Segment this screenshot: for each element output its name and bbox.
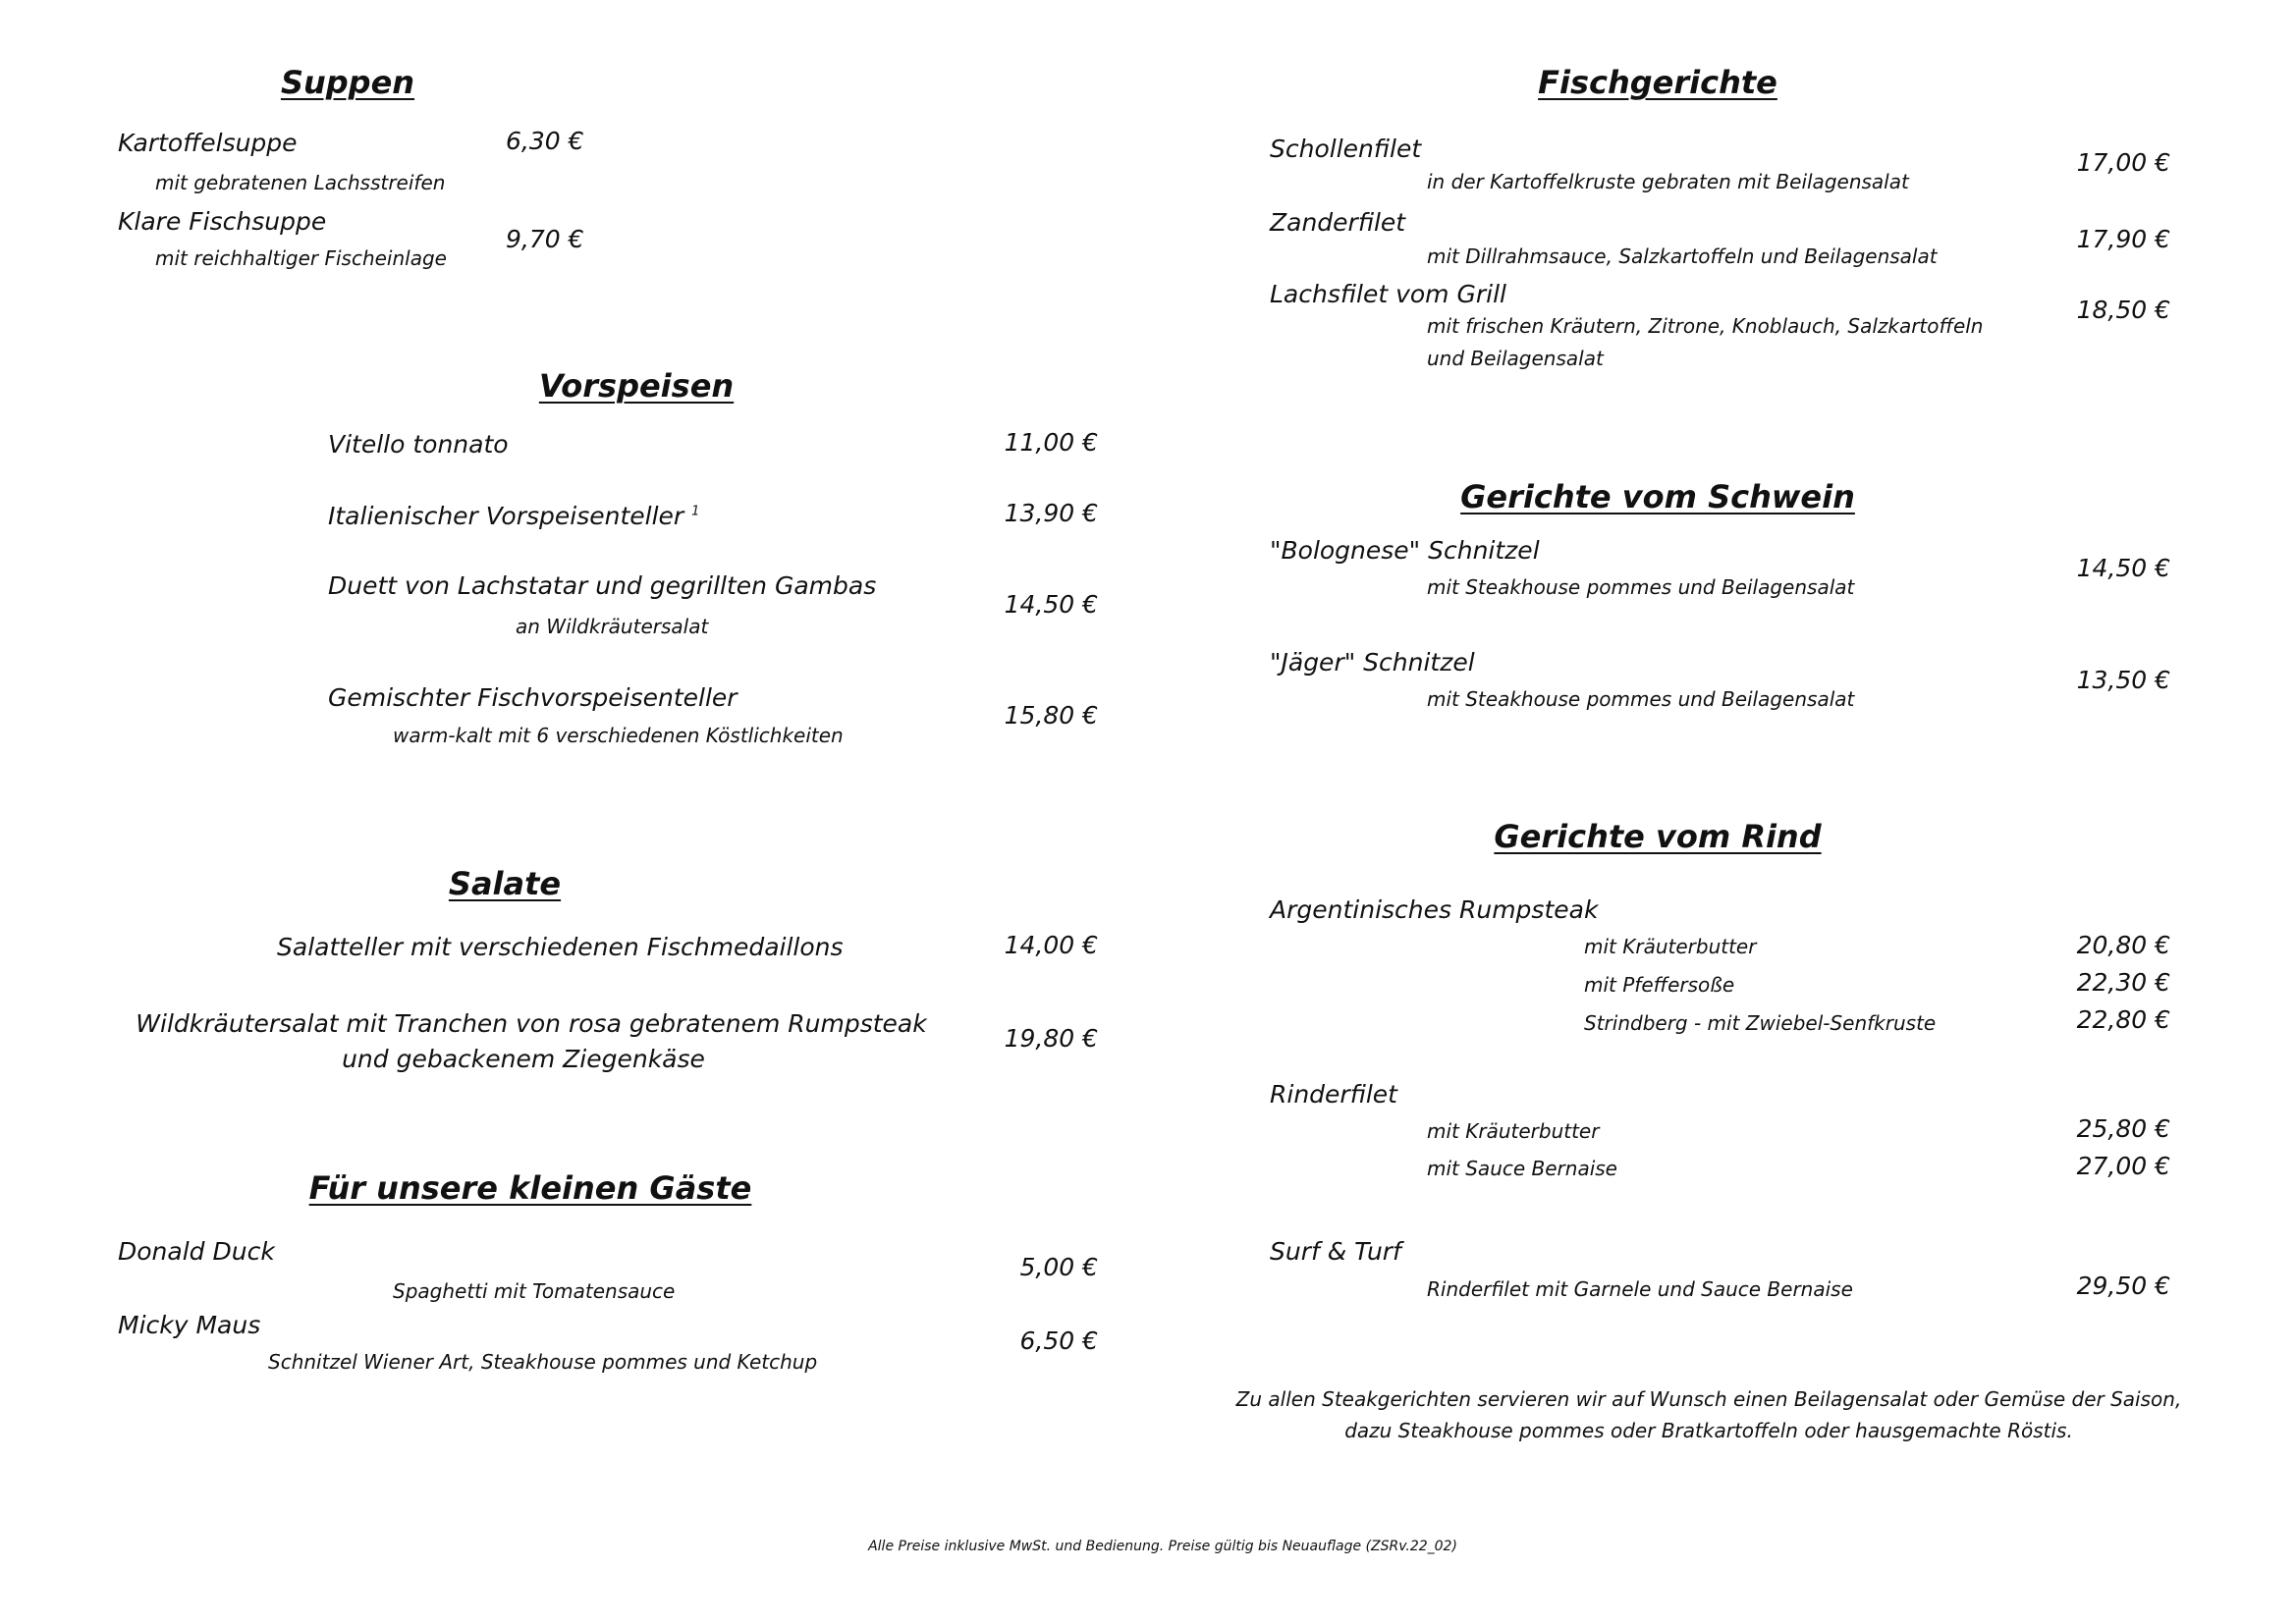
- menu-item-name: Duett von Lachstatar und gegrillten Gambas: [328, 571, 877, 600]
- menu-item-description: Schnitzel Wiener Art, Steakhouse pommes und Ketchup: [268, 1350, 818, 1374]
- menu-item-price: 29,50 €: [2076, 1272, 2170, 1300]
- menu-item-price: 14,50 €: [2076, 554, 2170, 582]
- section-title-schwein: Gerichte vom Schwein: [1460, 478, 1855, 515]
- section-title-rind: Gerichte vom Rind: [1494, 818, 1822, 855]
- menu-item-description: warm-kalt mit 6 verschiedenen Köstlichkeiten: [393, 724, 844, 747]
- menu-item-name: "Jäger" Schnitzel: [1270, 648, 1475, 677]
- menu-item-description: mit frischen Kräutern, Zitrone, Knoblauch, Salzkartoffeln: [1427, 314, 1984, 338]
- menu-item-name: Salatteller mit verschiedenen Fischmedaillons: [277, 933, 844, 961]
- section-title-suppen: Suppen: [280, 64, 415, 101]
- footer-price-note: Alle Preise inklusive MwSt. und Bedienung. Preise gültig bis Neuauflage (ZSRv.22_02): [868, 1539, 1457, 1554]
- menu-item-name: Schollenfilet: [1270, 135, 1422, 163]
- menu-item-option: mit Pfeffersoße: [1584, 973, 1735, 997]
- menu-item-price: 6,30 €: [506, 127, 584, 155]
- section-title-fischgerichte: Fischgerichte: [1538, 64, 1777, 101]
- steak-side-note-continued: dazu Steakhouse pommes oder Bratkartoffeln oder hausgemachte Röstis.: [1344, 1419, 2073, 1442]
- menu-item-price: 19,80 €: [1004, 1024, 1098, 1053]
- menu-item-name: Rinderfilet: [1270, 1080, 1397, 1109]
- menu-item-name: Donald Duck: [118, 1237, 275, 1266]
- menu-item-name: Kartoffelsuppe: [118, 129, 298, 157]
- menu-item-price: 13,90 €: [1004, 499, 1098, 527]
- menu-item-option: mit Kräuterbutter: [1584, 935, 1757, 958]
- menu-item-price: 20,80 €: [2076, 931, 2170, 959]
- menu-item-name: "Bolognese" Schnitzel: [1270, 536, 1540, 565]
- section-title-kinder: Für unsere kleinen Gäste: [308, 1169, 752, 1207]
- menu-item-price: 11,00 €: [1004, 428, 1098, 457]
- menu-item-name: Vitello tonnato: [328, 430, 509, 459]
- menu-item-description: mit Dillrahmsauce, Salzkartoffeln und Beilagensalat: [1427, 244, 1938, 268]
- menu-item-description: in der Kartoffelkruste gebraten mit Beilagensalat: [1427, 170, 1909, 193]
- menu-item-name: Zanderfilet: [1270, 208, 1406, 237]
- menu-item-price: 27,00 €: [2076, 1152, 2170, 1180]
- steak-side-note: Zu allen Steakgerichten servieren wir auf Wunsch einen Beilagensalat oder Gemüse der Saison,: [1235, 1387, 2182, 1411]
- menu-item-description: an Wildkräutersalat: [516, 615, 709, 638]
- menu-item-description: Rinderfilet mit Garnele und Sauce Bernaise: [1427, 1277, 1853, 1301]
- menu-item-description: Spaghetti mit Tomatensauce: [393, 1279, 676, 1303]
- menu-item-option: Strindberg - mit Zwiebel-Senfkruste: [1584, 1011, 1937, 1035]
- menu-item-price: 13,50 €: [2076, 666, 2170, 694]
- menu-item-name: Argentinisches Rumpsteak: [1270, 895, 1599, 924]
- menu-item-price: 5,00 €: [1019, 1253, 1098, 1281]
- menu-item-name: Wildkräutersalat mit Tranchen von rosa gebratenem Rumpsteak: [136, 1009, 927, 1038]
- menu-item-option: mit Sauce Bernaise: [1427, 1157, 1617, 1180]
- menu-item-description-continued: und Beilagensalat: [1427, 347, 1604, 370]
- menu-item-price: 9,70 €: [506, 225, 584, 253]
- menu-item-name: Micky Maus: [118, 1311, 261, 1339]
- menu-item-description: mit Steakhouse pommes und Beilagensalat: [1427, 687, 1855, 711]
- menu-item-price: 17,90 €: [2076, 225, 2170, 253]
- menu-item-name: Gemischter Fischvorspeisenteller: [328, 683, 738, 712]
- menu-item-description: mit Steakhouse pommes und Beilagensalat: [1427, 575, 1855, 599]
- menu-item-price: 25,80 €: [2076, 1114, 2170, 1143]
- menu-item-price: 22,80 €: [2076, 1005, 2170, 1034]
- menu-item-description: mit reichhaltiger Fischeinlage: [155, 246, 447, 270]
- section-title-salate: Salate: [448, 865, 562, 902]
- menu-item-price: 18,50 €: [2076, 296, 2170, 324]
- menu-item-name: Italienischer Vorspeisenteller $^1$: [328, 502, 700, 530]
- menu-item-description: mit gebratenen Lachsstreifen: [155, 171, 446, 194]
- section-title-vorspeisen: Vorspeisen: [538, 367, 735, 405]
- menu-item-name: Lachsfilet vom Grill: [1270, 280, 1506, 308]
- menu-item-price: 15,80 €: [1004, 701, 1098, 730]
- footnote-marker: 1: [691, 504, 700, 519]
- menu-item-option: mit Kräuterbutter: [1427, 1119, 1600, 1143]
- menu-item-name-continued: und gebackenem Ziegenkäse: [342, 1045, 705, 1073]
- menu-item-name: Klare Fischsuppe: [118, 207, 327, 236]
- menu-item-price: 22,30 €: [2076, 968, 2170, 997]
- menu-item-price: 17,00 €: [2076, 148, 2170, 177]
- menu-item-price: 14,50 €: [1004, 590, 1098, 619]
- menu-item-price: 6,50 €: [1019, 1326, 1098, 1355]
- menu-item-name: Surf & Turf: [1270, 1237, 1401, 1266]
- menu-item-price: 14,00 €: [1004, 931, 1098, 959]
